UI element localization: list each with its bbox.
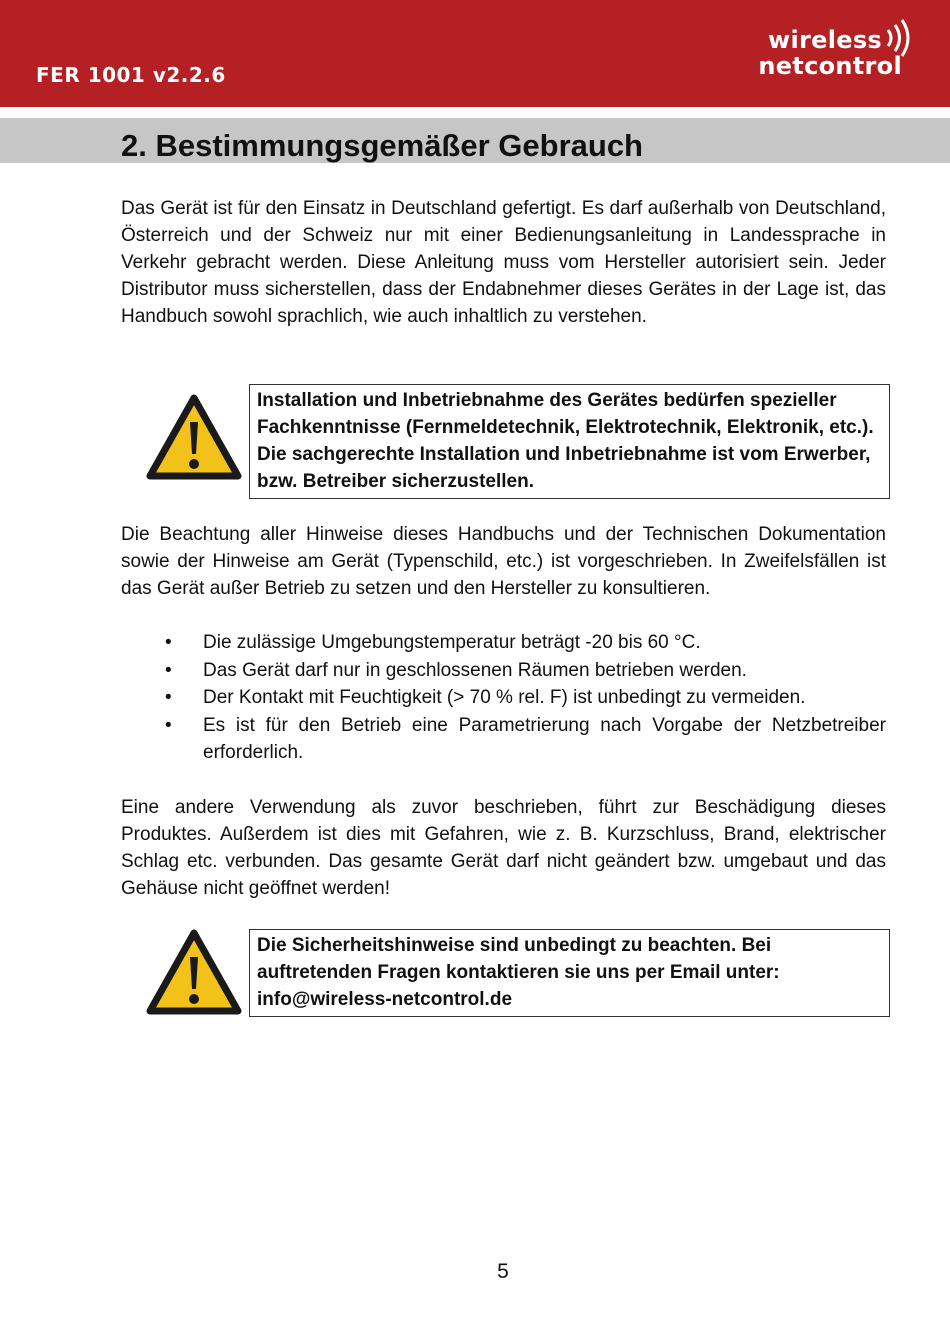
bullet-icon: • — [165, 714, 172, 736]
requirements-list — [121, 629, 886, 767]
section-title: 2. Bestimmungsgemäßer Gebrauch — [121, 128, 643, 163]
page-header — [0, 0, 950, 107]
bullet-icon: • — [165, 632, 172, 653]
warning-box-safety: Die Sicherheitshinweise sind unbedingt zu beachten. Bei auftretenden Fragen kontaktieren sie uns per Email unter: info@wireless-netcontrol.de — [249, 929, 890, 1017]
list-item — [121, 629, 886, 657]
signal-waves-icon — [882, 18, 916, 58]
list-item-text: Der Kontakt mit Feuchtigkeit (> 70 % rel. F) ist unbedingt zu vermeiden. — [203, 687, 806, 708]
logo-line-1: wireless — [768, 26, 882, 54]
list-item-text: Es ist für den Betrieb eine Parametrierung nach Vorgabe der Netzbetreiber erforderlich. — [203, 714, 886, 763]
list-item — [121, 684, 886, 712]
list-item — [121, 712, 886, 767]
document-id: FER 1001 v2.2.6 — [36, 63, 226, 87]
logo-line-2: netcontrol — [758, 52, 902, 80]
warning-box-installation: Installation und Inbetriebnahme des Gerätes bedürfen spezieller Fachkenntnisse (Fernmeldetechnik, Elektrotechnik, Elektronik, etc.). Die sachgerechte Installation und Inbetriebnahme ist vom Erwerber, bzw. Betreiber sicherzustellen. — [249, 384, 890, 499]
misuse-paragraph: Eine andere Verwendung als zuvor beschrieben, führt zur Beschädigung dieses Produktes. Außerdem ist dies mit Gefahren, wie z. B. Kurzschluss, Brand, elektrischer Schlag etc. verbunden. Das gesamte Gerät darf nicht geändert bzw. umgebaut und das Gehäuse nicht geöffnet werden! — [121, 797, 886, 899]
bullet-icon: • — [165, 687, 172, 708]
documentation-paragraph: Die Beachtung aller Hinweise dieses Handbuchs und der Technischen Dokumentation sowie der Hinweise am Gerät (Typenschild, etc.) ist vorgeschrieben. In Zweifelsfällen ist das Gerät außer Betrieb zu setzen und den Hersteller zu konsultieren. — [121, 524, 886, 599]
bullet-icon: • — [165, 659, 172, 681]
list-item-text: Die zulässige Umgebungstemperatur beträgt -20 bis 60 °C. — [203, 632, 701, 653]
warning-triangle-icon — [146, 394, 242, 482]
company-logo — [760, 18, 920, 84]
warning-triangle-icon — [146, 929, 242, 1017]
list-item — [121, 657, 886, 685]
list-item-text: Das Gerät darf nur in geschlossenen Räumen betrieben werden. — [203, 659, 747, 681]
intro-paragraph: Das Gerät ist für den Einsatz in Deutschland gefertigt. Es darf außerhalb von Deutschland, Österreich und der Schweiz nur mit einer Bedienungsanleitung in Landessprache in Verkehr gebracht werden. Diese Anleitung muss vom Hersteller autorisiert sein. Jeder Distributor muss sicherstellen, dass der Endabnehmer dieses Gerätes in der Lage ist, das Handbuch sowohl sprachlich, wie auch inhaltlich zu verstehen. — [121, 198, 886, 327]
page-number: 5 — [497, 1260, 509, 1283]
